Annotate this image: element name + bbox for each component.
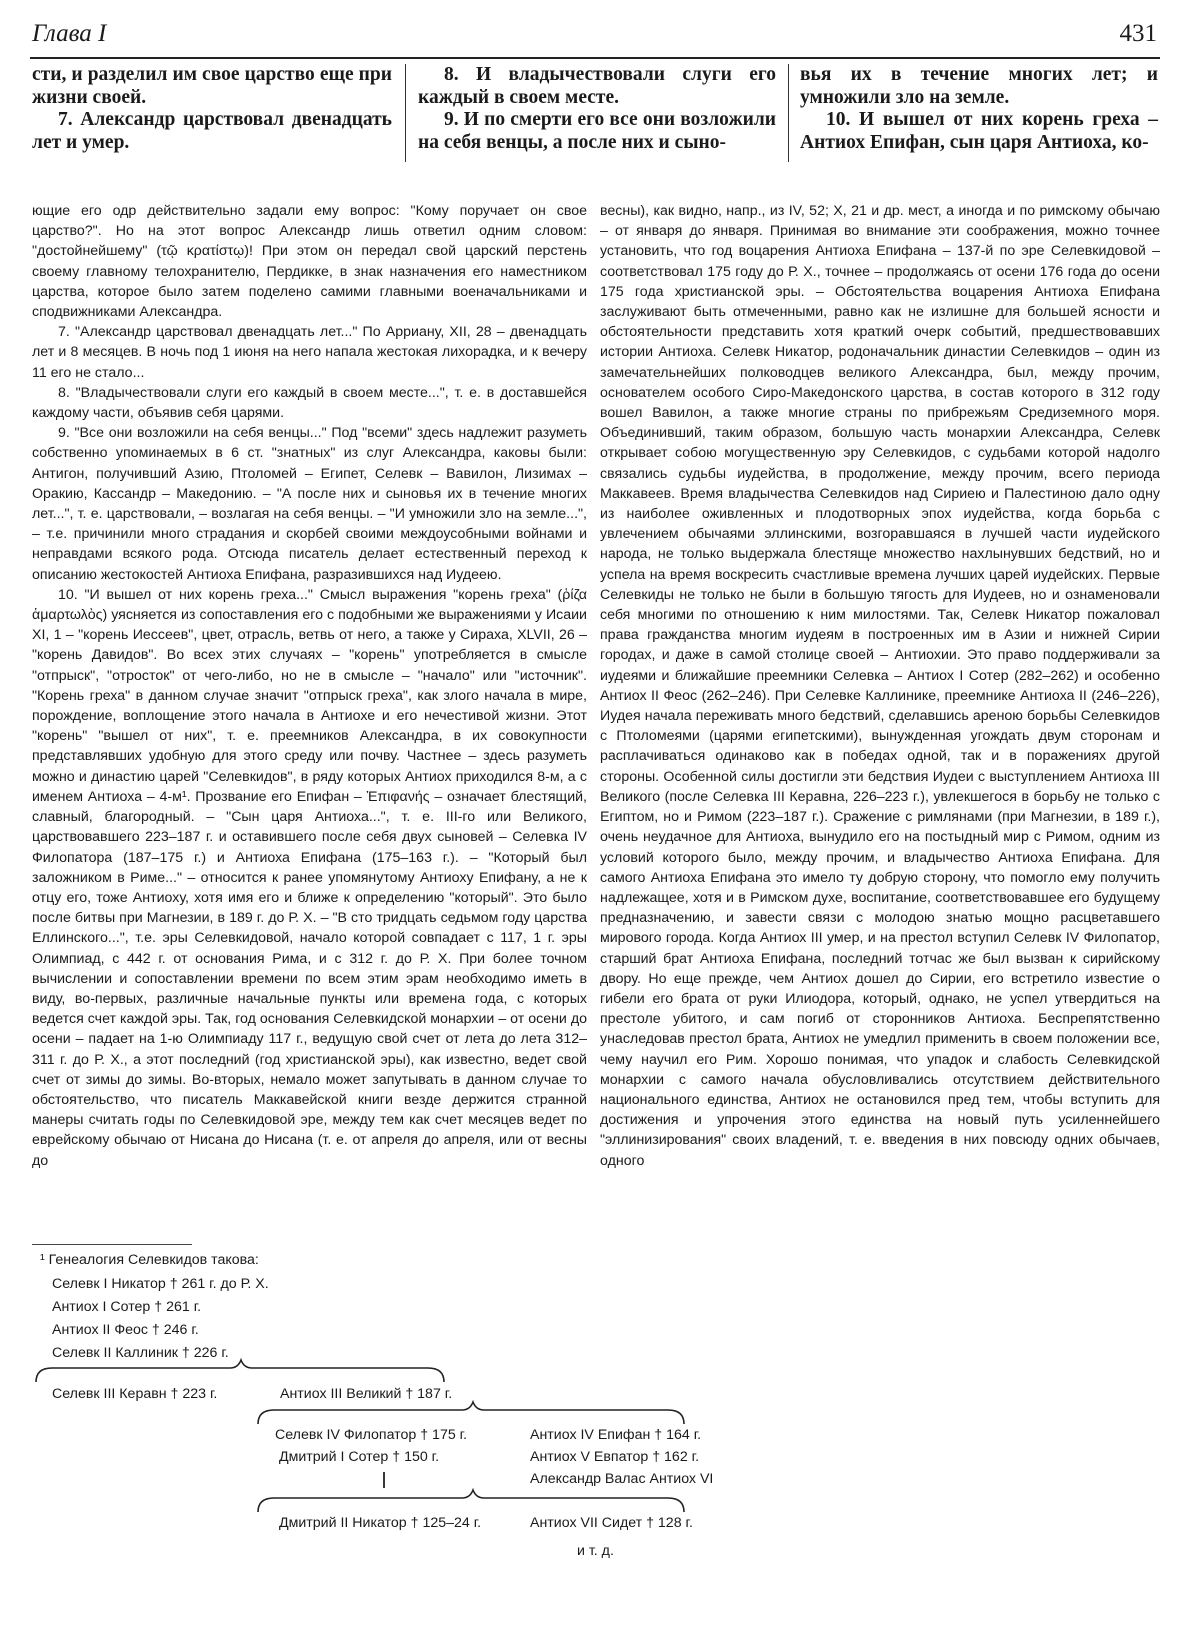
tree-node: Антиох V Евпатор † 162 г. — [530, 1449, 700, 1465]
tree-node: Антиох IV Епифан † 164 г. — [530, 1427, 702, 1443]
tree-node: Селевк IV Филопатор † 175 г. — [275, 1427, 468, 1443]
tree-brace — [258, 1402, 684, 1424]
commentary-paragraph: 7. "Александр царствовал двенадцать лет..." По Арриану, XII, 28 – двенадцать лет и 8 месяцев. В ночь под 1 июня на него напала жестокая лихорадка, и к вечеру 11 его не стало... — [32, 324, 587, 381]
tree-brace — [258, 1490, 684, 1512]
verse-text: 10. И вышел от них корень греха – Антиох Епифан, сын царя Антиоха, ко- — [800, 109, 1158, 153]
tree-brace — [36, 1360, 444, 1382]
commentary-paragraph: ющие его одр действительно задали ему вопрос: "Кому поручает он свое царство?". Но на этот вопрос Александр лишь ответил одним словом: "достойнейшему" (τῷ κρατίστῳ)! При этом он передал свой царский перстень своему главному телохранителю, Пердикке, в знак назначения его наместником царства, которое было затем поделено самими главными военачальниками и сподвижниками Александра. — [32, 203, 587, 321]
footnote-intro: ¹ Генеалогия Селевкидов такова: — [40, 1252, 259, 1268]
tree-node: Антиох VII Сидет † 128 г. — [530, 1515, 693, 1531]
commentary-paragraph: 10. "И вышел от них корень греха..." Смысл выражения "корень греха" (ῥίζα ἁμαρτωλὸς) уясняется из сопоставления его с подобными же выражениями у Исаии XI, 1 – "корень Иессеев", цвет, отрасль, ветвь от него, а также у Сираха, XLVII, 26 – "корень Давидов". Во всех этих случаях – "корень" употребляется в смысле "отпрыск", "отросток" от чего-либо, но не в смысле – "начало" или "источник". "Корень греха" в данном случае значит "отпрыск греха", как злого начала в мире, порождение, воплощение этого начала в Антиохе и его нечестивой жизни. Этот "корень" "вышел от них", т. е. преемников Александра, в их совокупности представлявших удобную для этого среду или почву. Частнее – здесь разуметь можно и династию царей "Селевкидов", в ряду которых Антиох приходился 8-м, а с именем Антиоха – 4-м¹. Прозвание его Епифан – Ἐπιφανής – означает блестящий, славный, благородный. – "Сын царя Антиоха...", т. е. III-го или Великого, царствовавшего 223–187 г. и оставившего после себя двух сыновей – Селевка IV Филопатора (187–175 г.) и Антиоха Епифана (175–163 г.). – "Который был заложником в Риме..." – относится к ранее упомянутому Антиоху Епифану, а не к отцу его, тоже Антиоху, хотя имя его и ближе к определению "который". Это было после битвы при Магнезии, в 189 г. до Р. Х. – "В сто тридцать седьмом году царства Еллинского...", т.е. эры Селевкидовой, начало которой совпадает с 117, 1 г. эры Олимпиад, с 442 г. от основания Рима, и с 312 г. до Р. Х. При более точном вычислении и сопоставлении времени по всем этим эрам необходимо иметь в виду, во-первых, различные начальные пункты или времена года, с которых ведется счет каждой эры. Так, год основания Селевкидской монархии – от осени до осени – падает на 1-ю Олимпиаду 117 г., ведущую свой счет от лета до лета 312–311 г. до Р. Х., а этот последний (год христианской эры), как известно, ведет свой счет от зимы до зимы. Во-вторых, немало может запутывать в данном случае то обстоятельство, что писатель Маккавейской книги везде держится странной манеры считать годы по Селевкидовой эре, между тем как счет месяцев ведет по еврейскому обычаю от Нисана до Нисана (т. е. от апреля до апреля, или от весны до — [32, 586, 587, 1169]
verse-text: 9. И по смерти его все они возложили на себя венцы, а после них и сыно- — [418, 109, 776, 153]
tree-node: Дмитрий I Сотер † 150 г. — [279, 1449, 440, 1465]
verse-text: вья их в течение многих лет; и умножили зло на земле. — [800, 64, 1158, 108]
tree-etc: и т. д. — [577, 1543, 614, 1559]
genealogy-line: Селевк I Никатор † 261 г. до Р. Х. — [52, 1276, 269, 1292]
tree-node: Антиох III Великий † 187 г. — [280, 1386, 453, 1402]
commentary-paragraph: весны), как видно, напр., из IV, 52; X, 21 и др. мест, а иногда и по римскому обычаю – от января до января. Принимая во внимание эти соображения, можно точнее установить, что год воцарения Антиоха Епифана – 137-й по эре Селевкидовой – соответствовал 175 году до Р. Х., точнее – продолжаясь от осени 176 года до осени 175 года христианской эры. – Обстоятельства воцарения Антиоха Епифана заслуживают быть отмеченными, равно как не излишне для большей ясности и обстоятельности представить хотя краткий очерк событий, предшествовавших истории Антиоха. Селевк Никатор, родоначальник династии Селевкидов – один из замечательнейших полководцев великого Александра, был, между прочим, основателем особого Сиро-Македонского царства, в состав которого в 312 году вошел Вавилон, а также многие страны по прибрежьям Средиземного моря. Объединивший, таким образом, большую часть монархии Александра, Селевк открывает собою могущественную эру Селевкидов, с судьбами которой надолго связались судьбы иудейства, в продолжение, между прочим, всего периода Маккавеев. Время владычества Селевкидов над Сириею и Палестиною дало одну из наиболее оживленных и плодотворных эпох иудейства, когда борьба с увлечением обычаями эллинскими, возгоравшаяся в лучшей части иудейского народа, не только выдержала блестяще множество нахлынувших бедствий, но и успела на время воскресить счастливые времена лучших царей иудейских. Первые Селевкиды не только не были в большую тягость для Иудеев, но и ознаменовали себя многими по отношению к ним милостями. Так, Селевк Никатор пожаловал права гражданства многим иудеям в построенных им в Азии и нижней Сирии городах, и даже в самой столице своей – Антиохии. Это право поддерживали за иудеями и ближайшие преемники Селевка – Антиох I Сотер (282–262) и особенно Антиох II Феос (262–246). При Селевке Каллинике, преемнике Антиоха II (246–226), Иудея начала переживать много бедствий, сделавшись ареною борьбы Селевкидов с Птоломеями (царями египетскими), вынужденная угождать двум сторонам и расплачиваться одинаково как в победах одной, так и в поражениях другой стороны. Особенной силы достигли эти бедствия Иудеи с выступлением Антиоха III Великого (после Селевка III Керавна, 226–223 г.), увлекшегося в борьбу не только с Египтом, но и Римом (223–187 г.). Сражение с римлянами (при Магнезии, в 189 г.), очень неудачное для Антиоха, вынудило его на постыдный мир с Римом, одним из условий которого было, между прочим, и владычество Антиоха Епифана. Для самого Антиоха Епифана это имело ту добрую сторону, что помогло ему получить надлежащее, хотя и в Римском духе, воспитание, соответствовавшее его будущему предназначению, и завести связи с молодою знатью мощно расцветавшего мирового города. Когда Антиох III умер, и на престол вступил Селевк IV Филопатор, старший брат Антиоха Епифана, последний тотчас же был вызван к сирийскому двору. Но еще прежде, чем Антиох дошел до Сирии, его встретило известие о гибели его брата от руки Илиодора, который, однако, не успел утвердиться на престоле убитого, и сам погиб от сторонников Антиоха. Беспрепятственно унаследовав престол брата, Антиох не умедлил применить в своем положении все, чему научил его Рим. Хорошо понимая, что упадок и слабость Селевкидской монархии с самого начала обусловливались отсутствием действительного национального единства, Антиох не остановился пред тем, чтобы вступить для достижения и упрочения этого единства на новый путь усиленнейшего "эллинизирования" своих владений, т. е. введения в них повсюду одних обычаев, одного — [600, 203, 1160, 1169]
commentary-paragraph: 9. "Все они возложили на себя венцы..." Под "всеми" здесь надлежит разуметь собственно упоминаемых в 6 ст. "знатных" из слуг Александра, каковы были: Антигон, получивший Азию, Птоломей – Египет, Селевк – Вавилон, Лизимах – Оракию, Кассандр – Македонию. – "А после них и сыновья их в течение многих лет...", т. е. царствовали, – возлагая на себя венцы. – "И умножили зло на земле...", – т.е. причинили много страдания и скорбей своими междоусобными войнами и неправдами всякого рода. Отсюда писатель делает естественный переход к описанию жестокостей Антиоха Епифана, разразившихся над Иудеею. — [32, 425, 587, 583]
tree-node: Дмитрий II Никатор † 125–24 г. — [279, 1515, 482, 1531]
verse-text: 7. Александр царствовал двенадцать лет и умер. — [32, 109, 392, 153]
verse-text: 8. И владычествовали слуги его каждый в своем месте. — [418, 64, 776, 108]
genealogy-line: Селевк II Каллиник † 226 г. — [52, 1345, 229, 1361]
chapter-title: Глава I — [32, 20, 107, 47]
genealogy-line: Антиох II Феос † 246 г. — [52, 1322, 199, 1338]
genealogy-line: Антиох I Сотер † 261 г. — [52, 1299, 202, 1315]
tree-node: Селевк III Керавн † 223 г. — [52, 1386, 218, 1402]
page-number: 431 — [1119, 20, 1157, 47]
commentary-paragraph: 8. "Владычествовали слуги его каждый в своем месте...", т. е. в доставшейся каждому части, объявив себя царями. — [32, 384, 587, 422]
verse-text: сти, и разделил им свое царство еще при жизни своей. — [32, 64, 392, 108]
tree-node: Александр Валас Антиох VI — [530, 1471, 714, 1487]
